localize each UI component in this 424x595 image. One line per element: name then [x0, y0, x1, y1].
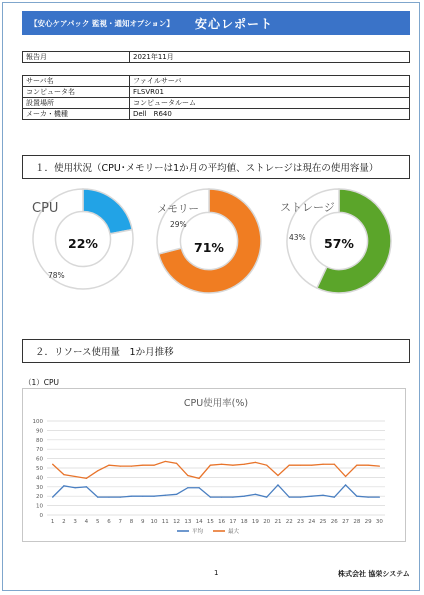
data-point	[311, 465, 312, 466]
x-tick-label: 26	[330, 519, 338, 525]
data-point	[356, 465, 357, 466]
y-tick-label: 50	[36, 466, 43, 472]
data-point	[300, 465, 301, 466]
data-point	[232, 497, 233, 498]
data-point	[345, 476, 346, 477]
x-tick-label: 27	[342, 519, 350, 525]
data-point	[153, 496, 154, 497]
x-tick-label: 7	[118, 519, 122, 525]
x-tick-label: 4	[84, 519, 89, 525]
data-point	[86, 486, 87, 487]
x-tick-label: 24	[308, 519, 316, 525]
x-tick-label: 16	[218, 519, 226, 525]
legend-label: 最大	[228, 529, 240, 535]
y-tick-label: 90	[36, 428, 43, 435]
y-tick-label: 0	[39, 513, 43, 519]
data-point	[52, 464, 53, 465]
cpu-free-percent: 78%	[48, 271, 65, 280]
data-point	[75, 487, 76, 488]
x-tick-label: 12	[173, 519, 181, 525]
data-point	[210, 497, 211, 498]
data-point	[86, 478, 87, 479]
data-point	[131, 466, 132, 467]
data-point	[379, 466, 380, 467]
section-usage-heading: １．使用状況（CPU･メモリーは1か月の平均値、ストレージは現在の使用容量）	[22, 155, 410, 179]
section-trend-heading: ２．リソース使用量 1か月推移	[22, 339, 410, 363]
data-point	[52, 497, 53, 498]
x-tick-label: 1	[50, 519, 55, 525]
data-point	[120, 497, 121, 498]
y-tick-label: 100	[32, 419, 43, 425]
data-point	[97, 470, 98, 471]
data-point	[199, 478, 200, 479]
x-tick-label: 14	[195, 519, 203, 525]
x-tick-label: 9	[141, 519, 145, 525]
x-tick-label: 22	[285, 519, 293, 525]
computer-name-value: FLSVR01	[130, 87, 410, 98]
computer-name-label: コンピュータ名	[23, 87, 130, 98]
data-point	[176, 494, 177, 495]
data-point	[379, 497, 380, 498]
cpu-usage-line-chart	[23, 389, 405, 541]
data-point	[334, 464, 335, 465]
x-tick-label: 2	[62, 519, 66, 525]
x-tick-label: 30	[375, 519, 383, 525]
data-point	[165, 495, 166, 496]
x-tick-label: 6	[107, 519, 111, 525]
table-row	[23, 109, 410, 120]
data-point	[277, 484, 278, 485]
x-tick-label: 17	[229, 519, 237, 525]
y-tick-label: 70	[36, 447, 43, 454]
report-header	[22, 11, 410, 35]
data-point	[187, 475, 188, 476]
legend-label: 平均	[192, 529, 204, 535]
data-point	[334, 497, 335, 498]
plan-name: 【安心ケアパック 監視・通知オプション】	[30, 18, 174, 28]
y-tick-label: 40	[36, 475, 43, 482]
data-point	[345, 484, 346, 485]
data-point	[266, 465, 267, 466]
data-point	[368, 497, 369, 498]
data-point	[153, 465, 154, 466]
x-tick-label: 15	[206, 519, 214, 525]
x-tick-label: 23	[297, 519, 304, 525]
chart-title: CPU使用率(%)	[183, 398, 249, 409]
page-number: 1	[214, 569, 219, 577]
server-name-label: サーバ名	[23, 76, 130, 87]
data-point	[289, 497, 290, 498]
data-point	[300, 497, 301, 498]
table-row	[23, 98, 410, 109]
data-point	[356, 496, 357, 497]
x-tick-label: 13	[184, 519, 192, 525]
month-value: 2021年11月	[130, 52, 410, 63]
x-tick-label: 3	[73, 519, 77, 525]
table-row	[23, 76, 410, 87]
data-point	[221, 464, 222, 465]
x-tick-label: 25	[319, 519, 327, 525]
data-point	[368, 465, 369, 466]
y-tick-label: 80	[36, 437, 43, 444]
model-value: Dell R640	[130, 109, 410, 120]
cpu-subsection-label: （1）CPU	[24, 378, 60, 387]
x-tick-label: 19	[251, 519, 259, 525]
cpu-label: CPU	[32, 201, 59, 216]
x-tick-label: 11	[161, 519, 169, 525]
data-point	[199, 487, 200, 488]
data-point	[108, 465, 109, 466]
model-label: メーカ・機種	[23, 109, 130, 120]
data-point	[232, 465, 233, 466]
memory-used-percent: 71%	[194, 240, 224, 255]
data-point	[187, 487, 188, 488]
x-tick-label: 20	[263, 519, 271, 525]
data-point	[63, 485, 64, 486]
y-tick-label: 30	[36, 484, 43, 491]
x-tick-label: 29	[364, 519, 372, 525]
data-point	[176, 463, 177, 464]
month-label: 報告月	[23, 52, 130, 63]
storage-used-percent: 57%	[324, 236, 354, 251]
x-tick-label: 8	[129, 519, 134, 525]
data-point	[322, 464, 323, 465]
data-point	[75, 476, 76, 477]
data-point	[266, 497, 267, 498]
x-tick-label: 5	[95, 519, 100, 525]
table-row	[23, 52, 410, 63]
location-value: コンピュータルーム	[130, 98, 410, 109]
data-point	[311, 496, 312, 497]
data-point	[244, 464, 245, 465]
data-point	[244, 496, 245, 497]
data-point	[255, 462, 256, 463]
data-point	[142, 465, 143, 466]
cpu-used-slice	[83, 189, 132, 234]
data-point	[63, 474, 64, 475]
cpu-used-percent: 22%	[68, 236, 98, 251]
storage-label: ストレージ	[280, 201, 335, 214]
y-tick-label: 10	[36, 503, 43, 510]
data-point	[142, 496, 143, 497]
x-tick-label: 28	[353, 519, 361, 525]
data-point	[131, 496, 132, 497]
data-point	[289, 465, 290, 466]
server-name-value: ファイルサーバ	[130, 76, 410, 87]
table-row	[23, 87, 410, 98]
server-info-table	[22, 75, 410, 120]
x-tick-label: 10	[150, 519, 158, 525]
x-tick-label: 21	[274, 519, 282, 525]
memory-label: メモリー	[157, 203, 199, 215]
data-point	[221, 497, 222, 498]
data-point	[210, 465, 211, 466]
data-point	[120, 466, 121, 467]
y-tick-label: 20	[36, 494, 43, 501]
data-point	[255, 494, 256, 495]
report-month-table	[22, 51, 410, 63]
company-name: 株式会社 協栄システム	[338, 570, 410, 578]
data-point	[277, 475, 278, 476]
data-point	[97, 497, 98, 498]
series-line-max	[53, 461, 380, 478]
data-point	[322, 495, 323, 496]
data-point	[165, 461, 166, 462]
x-tick-label: 18	[240, 519, 248, 525]
cpu-chart-frame	[22, 388, 406, 542]
memory-free-percent: 29%	[170, 220, 187, 229]
storage-free-percent: 43%	[289, 233, 306, 242]
y-tick-label: 60	[36, 456, 43, 463]
report-title: 安心レポート	[195, 16, 274, 31]
location-label: 設置場所	[23, 98, 130, 109]
data-point	[108, 497, 109, 498]
